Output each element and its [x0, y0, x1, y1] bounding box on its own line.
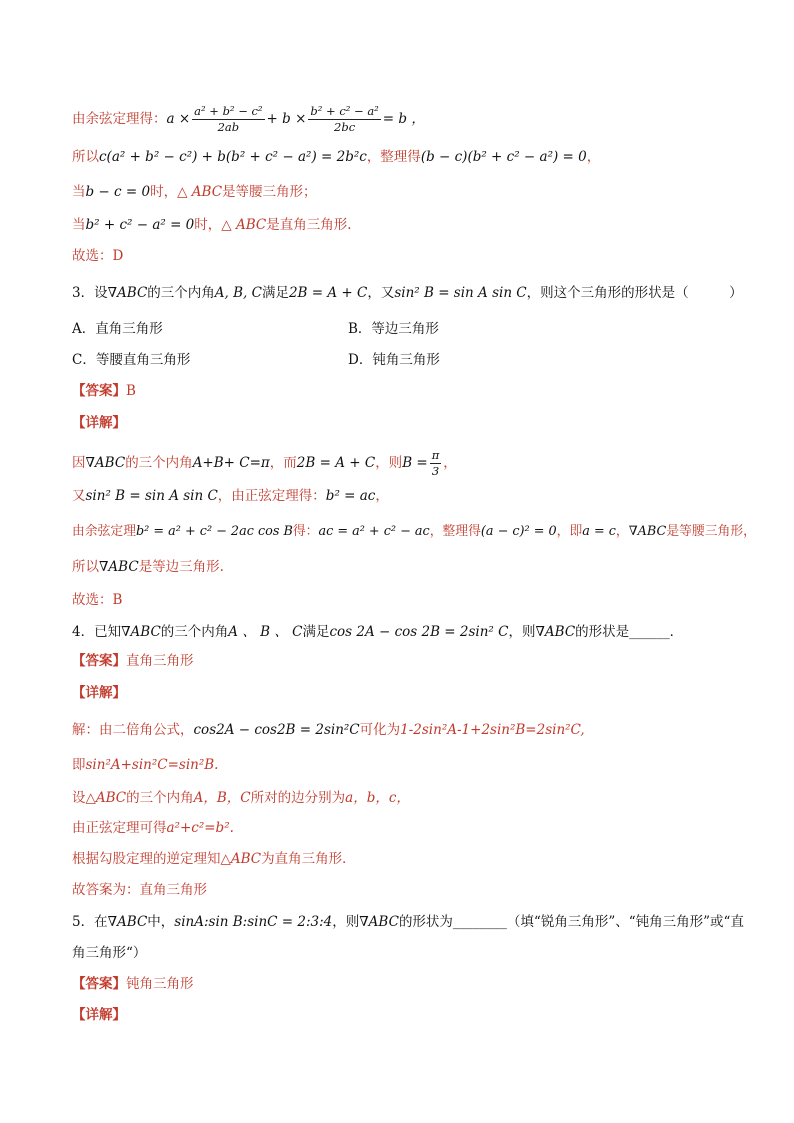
detail-4-line	[72, 755, 734, 775]
option-c: C．等腰直角三角形	[72, 352, 191, 368]
text-segment: ，则	[508, 624, 536, 640]
detail-3-line	[72, 486, 734, 506]
math-segment: b² = a² + c² − 2ac cos B	[135, 524, 293, 539]
text-segment: 所对的边分别为	[250, 790, 346, 806]
math-segment: b − c = 0	[85, 184, 151, 200]
text-segment: 是等腰三角形；	[222, 184, 317, 200]
detail-tag-4: 【详解】	[72, 685, 126, 701]
text-segment: ，	[443, 455, 457, 471]
math-segment: A, B, C	[214, 285, 262, 301]
text-segment: 的形状是______．	[575, 624, 684, 640]
text-segment: ，	[586, 149, 601, 165]
detail-4-line	[72, 818, 734, 838]
math-segment: sin² B = sin A sin C	[394, 285, 527, 301]
math-segment: 1-2sin²A-1+2sin²B=2sin²C,	[400, 722, 585, 738]
question-5	[72, 912, 744, 932]
math-segment: cos 2A − cos 2B = 2sin² C	[329, 624, 509, 640]
text-segment: 由正弦定理可得	[72, 820, 167, 836]
text-segment: ，由正弦定理得：	[217, 488, 326, 504]
math-segment: c(a² + b² − c²) + b(b² + c² − a²) = 2b²c	[99, 149, 367, 165]
text-segment: 时，	[150, 184, 178, 200]
text-segment: ，而	[269, 455, 297, 471]
math-segment: sin²A+sin²C=sin²B.	[85, 757, 219, 773]
math-segment: ∇ABC	[107, 285, 148, 301]
option-d: D．钝角三角形	[348, 352, 440, 368]
math-segment: 2B = A + C	[288, 285, 368, 301]
math-segment: (b − c)(b² + c² − a²) = 0	[420, 149, 587, 165]
fraction-numerator: π	[431, 448, 440, 462]
text-segment: 由余弦定理得：	[72, 111, 167, 127]
solution-choice: 故选：D	[72, 248, 124, 264]
text-segment: 4．已知	[72, 624, 122, 640]
math-segment: cos2A − cos2B = 2sin²C	[193, 722, 360, 738]
math-segment: ∇ABC	[628, 524, 667, 539]
text-segment: 即	[72, 757, 86, 773]
answer-4	[72, 651, 734, 671]
text-segment: 的三个内角	[160, 624, 229, 640]
text-segment: 的形状为________（填“锐角三角形”、“钝角三角形”或“直	[398, 914, 744, 930]
text-segment: 的三个内角	[147, 285, 215, 301]
answer-5	[72, 974, 734, 994]
text-segment: 因	[72, 455, 86, 471]
detail-4-line	[72, 720, 734, 740]
text-segment: ，整理得	[366, 149, 421, 165]
fraction	[192, 104, 264, 135]
text-segment: 所以	[72, 149, 99, 165]
text-segment: 是直角三角形.	[266, 217, 352, 233]
detail-3-line	[72, 557, 734, 577]
answer-3	[72, 381, 734, 401]
text-segment: 中，	[147, 914, 175, 930]
math-segment: A，B，C	[193, 790, 251, 806]
text-segment: 5．在	[72, 914, 108, 930]
solution-line-cosine-law	[72, 104, 734, 135]
fraction-denominator: 3	[431, 464, 440, 478]
detail-tag-3: 【详解】	[72, 415, 126, 431]
math-segment: ∇ABC	[535, 624, 576, 640]
text-segment: ，	[615, 524, 629, 539]
text-segment: ，又	[367, 285, 395, 301]
math-segment: a²+c²=b².	[166, 820, 234, 836]
solution-line	[72, 215, 734, 235]
math-segment: B =	[402, 455, 428, 471]
text-segment: 可化为	[359, 722, 401, 738]
detail-4-conclusion: 故答案为：直角三角形	[72, 882, 207, 898]
text-segment: ，则	[332, 914, 360, 930]
math-segment: ∇ABC	[85, 455, 126, 471]
text-segment: 时，	[194, 217, 222, 233]
answer-value: B	[126, 383, 136, 399]
answer-value: 钝角三角形	[126, 976, 194, 992]
detail-3-line	[72, 522, 756, 542]
math-segment: a ×	[166, 111, 191, 127]
text-segment: 是等边三角形.	[138, 559, 224, 575]
detail-tag-5: 【详解】	[72, 1007, 126, 1023]
math-segment: △ABC	[220, 851, 262, 867]
detail-4-line	[72, 788, 734, 808]
option-b: B．等边三角形	[348, 321, 439, 337]
fraction	[430, 448, 442, 479]
math-segment: sinA:sin B:sinC = 2:3:4	[174, 914, 333, 930]
math-segment: △ ABC	[177, 184, 223, 200]
math-segment: + b ×	[266, 111, 307, 127]
math-segment: ∇ABC	[121, 624, 161, 640]
text-segment: ，则	[375, 455, 403, 471]
text-segment: ，整理得	[429, 524, 481, 539]
solution-line	[72, 182, 734, 202]
detail-3-line	[72, 448, 734, 479]
fraction-denominator: 2bc	[334, 120, 356, 134]
text-segment: 的三个内角	[125, 455, 193, 471]
math-segment: b² = ac	[325, 488, 376, 504]
math-segment: ∇ABC	[359, 914, 399, 930]
text-segment: 满足	[261, 285, 289, 301]
text-segment: 设	[72, 790, 86, 806]
text-segment: 为直角三角形．	[261, 851, 356, 867]
math-segment: a = c	[582, 524, 616, 539]
text-segment: 所以	[72, 559, 99, 575]
answer-tag: 【答案】	[72, 383, 126, 399]
text-segment: 当	[72, 184, 86, 200]
math-segment: △ ABC	[221, 217, 267, 233]
text-segment: 的三个内角	[126, 790, 194, 806]
math-segment: ∇ABC	[99, 559, 139, 575]
text-segment: 当	[72, 217, 86, 233]
math-segment: ac = a² + c² − ac	[318, 524, 430, 539]
question-4	[72, 622, 734, 642]
question-5-continuation: 角三角形“）	[72, 945, 147, 961]
math-segment: sin² B = sin A sin C	[85, 488, 218, 504]
answer-tag: 【答案】	[72, 976, 126, 992]
text-segment: 满足	[302, 624, 330, 640]
text-segment: 解：由二倍角公式，	[72, 722, 194, 738]
math-segment: b² + c² − a² = 0	[85, 217, 195, 233]
math-segment: (a − c)² = 0	[480, 524, 557, 539]
question-3	[72, 283, 743, 303]
text-segment: 得：	[292, 524, 319, 539]
math-segment: a，b，c，	[345, 790, 410, 806]
text-segment: 3．设	[72, 285, 108, 301]
option-a: A．直角三角形	[72, 321, 163, 337]
math-segment: A+B+ C=π	[192, 455, 270, 471]
math-segment: = b ，	[382, 111, 425, 127]
math-segment: 2B = A + C	[296, 455, 376, 471]
text-segment: 是等腰三角形，	[666, 524, 756, 539]
fraction-denominator: 2ab	[217, 120, 240, 134]
math-segment: ∇ABC	[107, 914, 148, 930]
math-segment: △ABC	[85, 790, 127, 806]
math-segment: A 、 B 、 C	[228, 624, 303, 640]
fraction-numerator: a² + b² − c²	[194, 104, 263, 118]
text-segment: 由余弦定理	[72, 524, 136, 539]
fraction	[308, 104, 380, 135]
detail-3-choice: 故选：B	[72, 592, 123, 608]
text-segment: ，	[375, 488, 389, 504]
fraction-numerator: b² + c² − a²	[310, 104, 379, 118]
answer-tag: 【答案】	[72, 653, 126, 669]
text-segment: 根据勾股定理的逆定理知	[72, 851, 221, 867]
text-segment: ，即	[556, 524, 583, 539]
text-segment: ，则这个三角形的形状是（ ）	[526, 285, 743, 301]
text-segment: 又	[72, 488, 86, 504]
answer-value: 直角三角形	[126, 653, 194, 669]
detail-4-line	[72, 849, 734, 869]
solution-line	[72, 147, 734, 167]
